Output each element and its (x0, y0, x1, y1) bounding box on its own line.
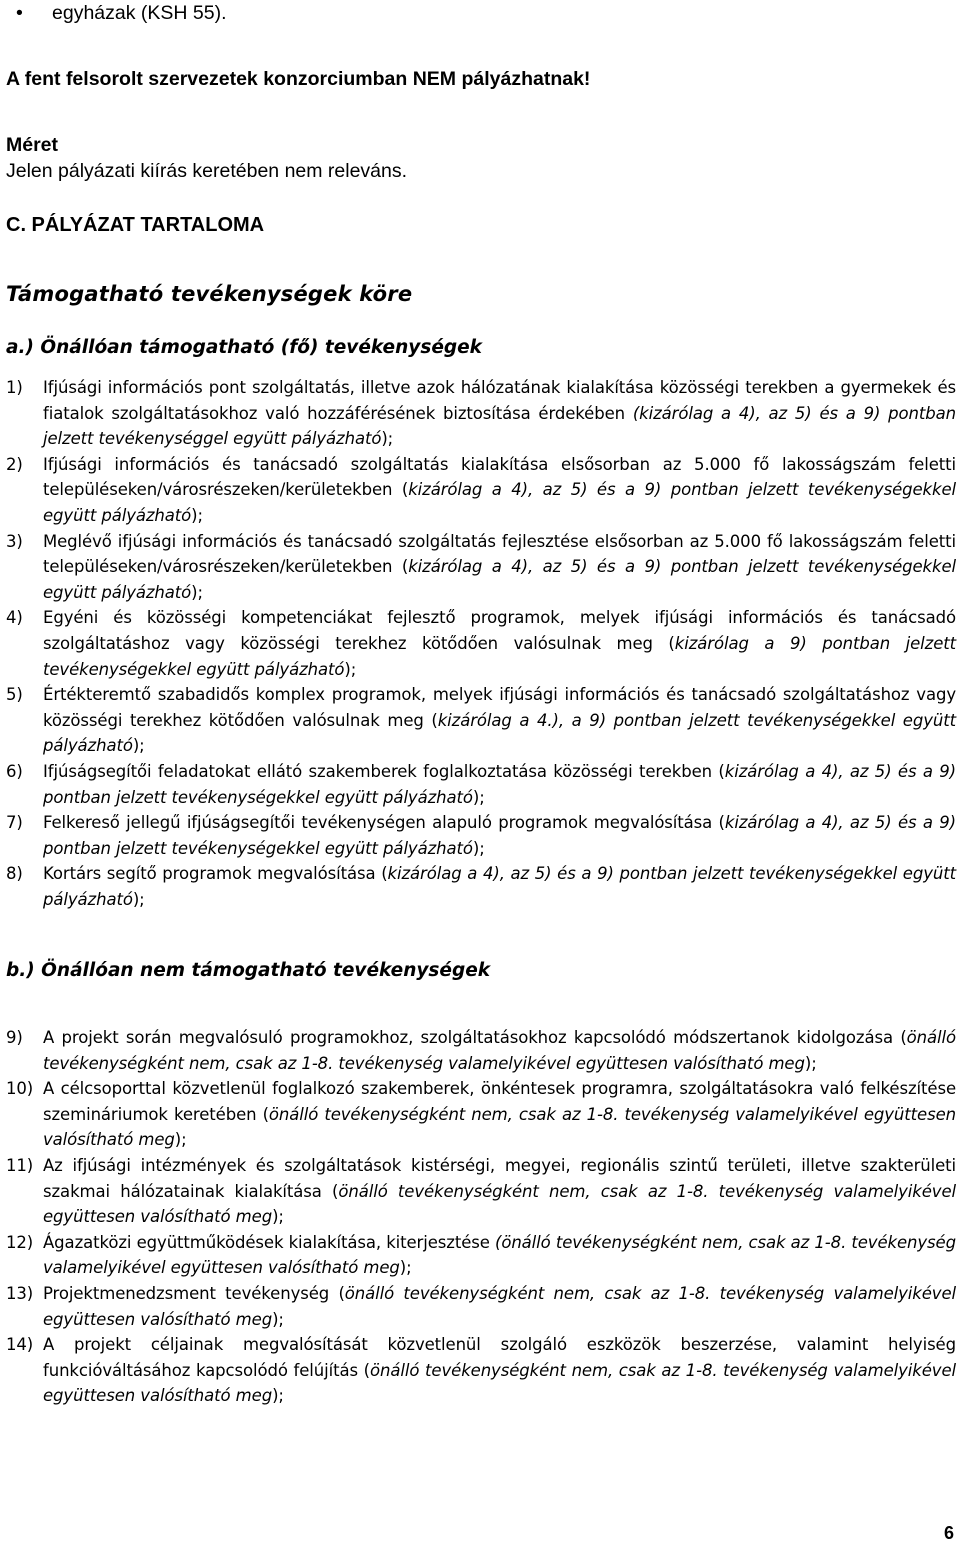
list-item: 14) A projekt céljainak megvalósítását közvetlenül szolgáló eszközök beszerzése, valamint helyiség funkcióváltásához kapcsolódó felújítás (önálló tevékenységként nem, csak az 1-8. tevékenység valamelyikével együttesen valósítható meg); (6, 1335, 956, 1406)
size-text: Jelen pályázati kiírás keretében nem releváns. (6, 160, 408, 182)
list-item: 6) Ifjúságsegítői feladatokat ellátó szakemberek foglalkoztatása közösségi terekben (kizárólag a 4), az 5) és a 9) pontban jelzett tevékenységekkel együtt pályázható); (6, 761, 956, 807)
list-item: 8) Kortárs segítő programok megvalósítása (kizárólag a 4), az 5) és a 9) pontban jelzett tevékenységekkel együtt pályázható); (6, 864, 956, 909)
list-item: 11) Az ifjúsági intézmények és szolgáltatások kistérségi, megyei, regionális szintű területi, illetve szakterületi szakmai hálózatainak kialakítása (önálló tevékenységként nem, csak az 1-8. tevékenység valamelyikével együttesen valósítható meg); (6, 1155, 956, 1227)
sub-heading-b: b.) Önállóan nem támogatható tevékenységek (6, 960, 491, 981)
page-number: 6 (943, 1523, 954, 1543)
list-item: 9) A projekt során megvalósuló programokhoz, szolgáltatásokhoz kapcsolódó módszertanok kidolgozása (önálló tevékenységként nem, csak az 1-8. tevékenység valamelyikével együttesen valósítható meg); (6, 1028, 956, 1073)
list-item: 13) Projektmenedzsment tevékenység (önálló tevékenységként nem, csak az 1-8. tevékenység valamelyikével együttesen valósítható meg); (6, 1283, 956, 1329)
list-item: 12) Ágazatközi együttműködések kialakítása, kiterjesztése (önálló tevékenységként nem, csak az 1-8. tevékenység valamelyikével együttesen valósítható meg); (6, 1232, 956, 1278)
supported-activities-heading: Támogatható tevékenységek köre (6, 282, 413, 306)
list-item: 2) Ifjúsági információs és tanácsadó szolgáltatás kialakítása elsősorban az 5.000 fő lakosságszám feletti településeken/városrészeken/kerületekben (kizárólag a 4), az 5) és a 9) pontban jelzett tevékenységekkel együtt pályázható); (6, 454, 956, 525)
size-title: Méret (6, 134, 59, 156)
list-item: 3) Meglévő ifjúsági információs és tanácsadó szolgáltatás fejlesztése elsősorban az 5.000 fő lakosságszám feletti településeken/városrészeken/kerületekben (kizárólag a 4), az 5) és a 9) pontban jelzett tevékenységekkel együtt pályázható); (6, 531, 956, 602)
sub-heading-a: a.) Önállóan támogatható (fő) tevékenységek (6, 337, 482, 358)
list-item: 1) Ifjúsági információs pont szolgáltatás, illetve azok hálózatának kialakítása közösségi terekben a gyermekek és fiatalok szolgáltatásokhoz való hozzáférésének biztosítása érdekében (kizárólag a 4), az 5) és a 9) pontban jelzett tevékenységgel együtt pályázható); (6, 378, 957, 449)
activity-list-a (6, 375, 956, 912)
list-item: 4) Egyéni és közösségi kompetenciákat fejlesztő programok, melyek ifjúsági információs és tanácsadó szolgáltatáshoz vagy közösségi terekhez kötődően valósulnak meg (kizárólag a 9) pontban jelzett tevékenységekkel együtt pályázható); (6, 608, 956, 679)
list-item: 10) A célcsoporttal közvetlenül foglalkozó szakemberek, önkéntesek programra, szolgáltatásokra való felkészítése szemináriumok keretében (önálló tevékenységként nem, csak az 1-8. tevékenység valamelyikével együttesen valósítható meg); (6, 1079, 956, 1150)
bullet-text: egyházak (KSH 55). (52, 2, 227, 24)
section-c-heading: C. PÁLYÁZAT TARTALOMA (6, 214, 265, 236)
warning-text: A fent felsorolt szervezetek konzorciumban NEM pályázhatnak! (6, 68, 591, 90)
bullet-icon: • (16, 2, 23, 24)
list-item: 5) Értékteremtő szabadidős komplex programok, melyek ifjúsági információs és tanácsadó szolgáltatáshoz vagy közösségi terekhez kötődően valósulnak meg (kizárólag a 4.), a 9) pontban jelzett tevékenységekkel együtt pályázható); (6, 685, 956, 756)
list-item: 7) Felkereső jellegű ifjúságsegítői tevékenységen alapuló programok megvalósítása (kizárólag a 4), az 5) és a 9) pontban jelzett tevékenységekkel együtt pályázható); (6, 813, 956, 858)
activity-list-b (6, 1025, 956, 1409)
bullet-item (16, 0, 227, 26)
